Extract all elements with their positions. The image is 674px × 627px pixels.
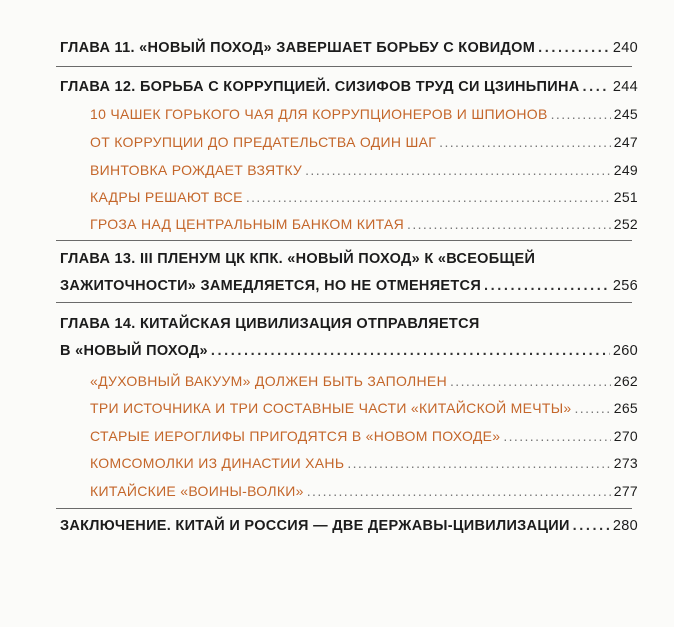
toc-subentry[interactable] (90, 373, 638, 389)
dot-leader (583, 79, 610, 95)
toc-subentry[interactable] (90, 428, 638, 444)
toc-entry-chapter-11[interactable] (60, 40, 638, 56)
chapter-title: ГЛАВА 12. БОРЬБА С КОРРУПЦИЕЙ. СИЗИФОВ ТРУД СИ ЦЗИНЬПИНА (60, 79, 580, 95)
subentry-title: КИТАЙСКИЕ «ВОИНЫ-ВОЛКИ» (90, 483, 304, 499)
chapter-title: ЗАЖИТОЧНОСТИ» ЗАМЕДЛЯЕТСЯ, НО НЕ ОТМЕНЯЕТСЯ (60, 278, 482, 294)
page-number: 270 (613, 428, 638, 444)
divider (56, 302, 632, 303)
divider (56, 240, 632, 241)
dot-leader (407, 216, 611, 232)
dot-leader (305, 162, 611, 178)
toc-subentry[interactable] (90, 455, 638, 471)
toc-entry-chapter-12[interactable] (60, 79, 638, 95)
dot-leader (551, 106, 611, 122)
divider (56, 508, 632, 509)
toc-subentry[interactable] (90, 216, 638, 232)
chapter-title: ГЛАВА 11. «НОВЫЙ ПОХОД» ЗАВЕРШАЕТ БОРЬБУ С КОВИДОМ (60, 40, 536, 56)
dot-leader (439, 134, 611, 150)
subentry-title: КОМСОМОЛКИ ИЗ ДИНАСТИИ ХАНЬ (90, 455, 345, 471)
dot-leader (347, 455, 610, 471)
subentry-title: «ДУХОВНЫЙ ВАКУУМ» ДОЛЖЕН БЫТЬ ЗАПОЛНЕН (90, 373, 447, 389)
toc-entry-chapter-14[interactable] (60, 343, 638, 359)
chapter-title: ЗАКЛЮЧЕНИЕ. КИТАЙ И РОССИЯ — ДВЕ ДЕРЖАВЫ-ЦИВИЛИЗАЦИИ (60, 518, 570, 534)
page-number: 252 (613, 216, 638, 232)
toc-subentry[interactable] (90, 483, 638, 499)
page-number: 244 (612, 79, 638, 95)
toc-subentry[interactable] (90, 134, 638, 150)
page-number: 256 (612, 278, 638, 294)
dot-leader (574, 400, 610, 416)
dot-leader (484, 278, 610, 294)
page-number: 245 (613, 106, 638, 122)
page-number: 247 (613, 134, 638, 150)
divider (56, 66, 632, 67)
dot-leader (246, 189, 611, 205)
dot-leader (538, 40, 610, 56)
page-number: 273 (613, 455, 638, 471)
page-number: 260 (612, 343, 638, 359)
page-number: 240 (612, 40, 638, 56)
dot-leader (450, 373, 611, 389)
subentry-title: КАДРЫ РЕШАЮТ ВСЕ (90, 189, 243, 205)
dot-leader (573, 518, 610, 534)
dot-leader (503, 428, 610, 444)
subentry-title: ТРИ ИСТОЧНИКА И ТРИ СОСТАВНЫЕ ЧАСТИ «КИТАЙСКОЙ МЕЧТЫ» (90, 400, 572, 416)
page-number: 262 (613, 373, 638, 389)
chapter-title-line[interactable]: ГЛАВА 13. III ПЛЕНУМ ЦК КПК. «НОВЫЙ ПОХОД» К «ВСЕОБЩЕЙ (60, 251, 536, 267)
dot-leader (307, 483, 611, 499)
toc-subentry[interactable] (90, 106, 638, 122)
toc-subentry[interactable] (90, 189, 638, 205)
toc-entry-conclusion[interactable] (60, 518, 638, 534)
page-number: 249 (613, 162, 638, 178)
page-number: 280 (612, 518, 638, 534)
chapter-title-line[interactable]: ГЛАВА 14. КИТАЙСКАЯ ЦИВИЛИЗАЦИЯ ОТПРАВЛЯЕТСЯ (60, 316, 480, 332)
dot-leader (211, 343, 610, 359)
toc-subentry[interactable] (90, 162, 638, 178)
page-number: 251 (613, 189, 638, 205)
toc-entry-chapter-13[interactable] (60, 278, 638, 294)
subentry-title: ВИНТОВКА РОЖДАЕТ ВЗЯТКУ (90, 162, 303, 178)
subentry-title: СТАРЫЕ ИЕРОГЛИФЫ ПРИГОДЯТСЯ В «НОВОМ ПОХОДЕ» (90, 428, 501, 444)
page-number: 265 (613, 400, 638, 416)
chapter-title: В «НОВЫЙ ПОХОД» (60, 343, 208, 359)
toc-subentry[interactable] (90, 400, 638, 416)
subentry-title: ОТ КОРРУПЦИИ ДО ПРЕДАТЕЛЬСТВА ОДИН ШАГ (90, 134, 437, 150)
subentry-title: ГРОЗА НАД ЦЕНТРАЛЬНЫМ БАНКОМ КИТАЯ (90, 216, 405, 232)
page-number: 277 (613, 483, 638, 499)
subentry-title: 10 ЧАШЕК ГОРЬКОГО ЧАЯ ДЛЯ КОРРУПЦИОНЕРОВ И ШПИОНОВ (90, 106, 548, 122)
